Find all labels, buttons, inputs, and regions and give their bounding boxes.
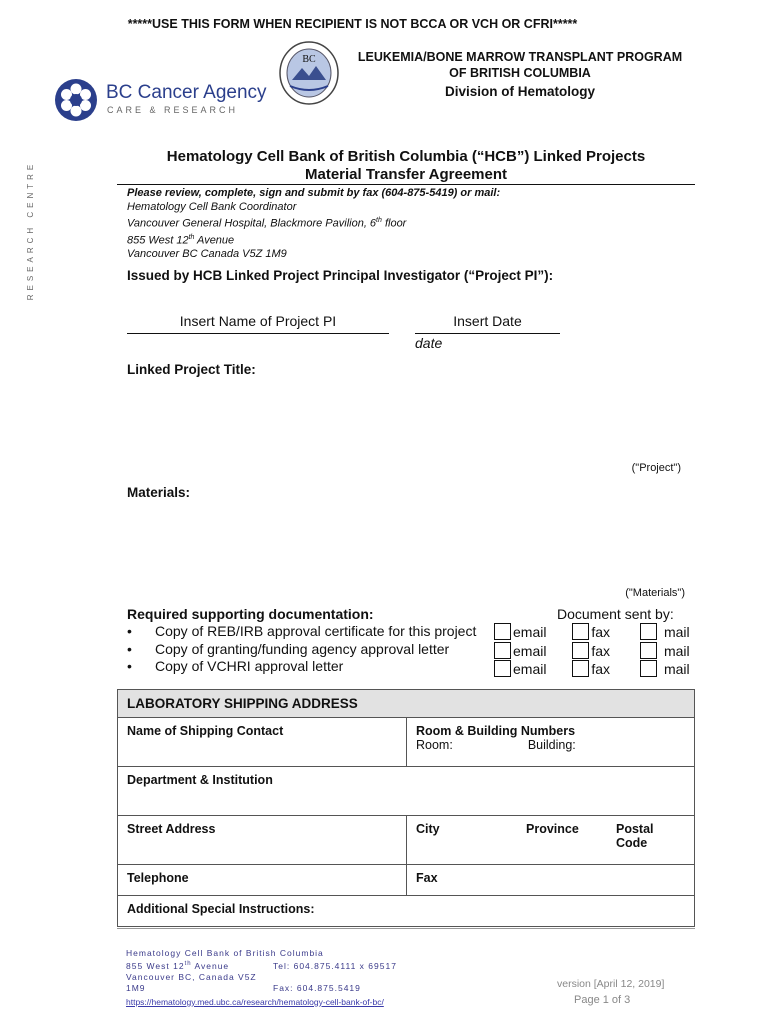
fax-option-label: fax bbox=[591, 624, 611, 640]
room-label: Room: bbox=[416, 738, 453, 752]
agency-subtitle: CARE & RESEARCH bbox=[107, 105, 239, 115]
footer-org: Hematology Cell Bank of British Columbia bbox=[126, 948, 324, 958]
materials-label: Materials: bbox=[127, 485, 191, 500]
shipping-contact-label: Name of Shipping Contact bbox=[127, 724, 284, 738]
special-instructions-cell[interactable] bbox=[118, 896, 695, 927]
mail-checkbox[interactable] bbox=[640, 642, 657, 659]
list-item: • Copy of granting/funding agency approval letter bbox=[127, 640, 450, 657]
fax-checkbox[interactable] bbox=[572, 660, 589, 677]
email-option-label: email bbox=[513, 624, 547, 640]
list-item: • Copy of REB/IRB approval certificate for this project bbox=[127, 623, 477, 639]
list-item-text: Copy of REB/IRB approval certificate for this project bbox=[155, 623, 477, 639]
special-instructions-label: Additional Special Instructions: bbox=[127, 902, 315, 916]
version-label: version [April 12, 2019] bbox=[557, 978, 665, 990]
footer-row-2 bbox=[126, 972, 397, 994]
footer-url-link[interactable]: https://hematology.med.ubc.ca/research/hematology-cell-bank-of-bc/ bbox=[126, 996, 384, 1007]
shipping-contact-cell[interactable] bbox=[118, 718, 407, 767]
agency-logo-icon bbox=[54, 78, 98, 122]
list-item: • Copy of VCHRI approval letter bbox=[127, 658, 344, 674]
footer-fax: Fax: 604.875.5419 bbox=[273, 982, 361, 993]
mail-option-label: mail bbox=[663, 642, 690, 659]
city-cell[interactable] bbox=[407, 816, 518, 865]
agency-name: BC Cancer Agency bbox=[106, 82, 267, 103]
issued-by-label: Issued by HCB Linked Project Principal Investigator (“Project PI”): bbox=[127, 268, 554, 283]
address-line-1: Hematology Cell Bank Coordinator bbox=[127, 201, 297, 213]
sent-by-row bbox=[494, 623, 690, 642]
footer-row-1 bbox=[126, 959, 397, 972]
program-name bbox=[330, 49, 710, 100]
address-line-2-sup: th bbox=[376, 217, 382, 224]
building-label: Building: bbox=[527, 738, 576, 752]
materials-tag: ("Materials") bbox=[625, 587, 685, 599]
footer-tel: Tel: 604.875.4111 x 69517 bbox=[273, 960, 397, 971]
title-line-1: Hematology Cell Bank of British Columbia (“HCB”) Linked Projects bbox=[166, 148, 646, 165]
telephone-label: Telephone bbox=[127, 871, 189, 885]
mail-checkbox[interactable] bbox=[640, 623, 657, 640]
document-sent-by-label: Document sent by: bbox=[557, 606, 674, 622]
mail-option-label: mail bbox=[663, 624, 690, 640]
fax-checkbox[interactable] bbox=[572, 623, 589, 640]
fax-option-label: fax bbox=[591, 642, 611, 659]
fax-cell[interactable] bbox=[407, 865, 695, 896]
address-line-3-text: 855 West 12 bbox=[127, 234, 189, 247]
email-option-label: email bbox=[513, 642, 547, 659]
fax-checkbox[interactable] bbox=[572, 642, 589, 659]
address-line-3 bbox=[127, 231, 500, 248]
sent-by-options bbox=[494, 623, 690, 679]
department-cell[interactable] bbox=[118, 767, 695, 816]
page-number: Page 1 of 3 bbox=[574, 994, 631, 1006]
program-line-1: LEUKEMIA/BONE MARROW TRANSPLANT PROGRAM bbox=[357, 50, 683, 64]
page-title bbox=[117, 148, 695, 184]
title-divider bbox=[117, 184, 695, 185]
project-title-input[interactable] bbox=[127, 384, 687, 456]
shipping-heading: LABORATORY SHIPPING ADDRESS bbox=[118, 690, 695, 718]
research-centre-vertical: RESEARCH CENTRE bbox=[26, 160, 35, 301]
recipient-notice: *****USE THIS FORM WHEN RECIPIENT IS NOT BCCA OR VCH OR CFRI***** bbox=[127, 17, 578, 31]
instructions-lead: Please review, complete, sign and submit by fax (604-875-5419) or mail: bbox=[127, 187, 501, 199]
mail-checkbox[interactable] bbox=[640, 660, 657, 677]
date-underline bbox=[415, 333, 560, 334]
address-line-2 bbox=[127, 214, 500, 231]
seal-label: BC bbox=[302, 54, 316, 65]
address-line-2-text: Vancouver General Hospital, Blackmore Pavilion, 6 bbox=[127, 217, 377, 230]
room-building-cell[interactable] bbox=[407, 718, 695, 767]
sent-by-row bbox=[494, 660, 690, 679]
title-line-2: Material Transfer Agreement bbox=[304, 166, 508, 183]
postal-code-cell[interactable] bbox=[607, 816, 695, 865]
address-line-2-end: floor bbox=[381, 217, 407, 230]
footer-addr1-end: Avenue bbox=[191, 960, 230, 971]
province-label: Province bbox=[526, 822, 579, 836]
fax-label: Fax bbox=[416, 871, 438, 885]
shipping-address-table bbox=[117, 689, 695, 927]
email-checkbox[interactable] bbox=[494, 642, 511, 659]
project-title-label: Linked Project Title: bbox=[127, 362, 256, 377]
street-address-cell[interactable] bbox=[118, 816, 407, 865]
pi-name-underline bbox=[127, 333, 389, 334]
room-building-label: Room & Building Numbers bbox=[416, 724, 576, 738]
program-line-2: OF BRITISH COLUMBIA bbox=[449, 66, 591, 80]
telephone-cell[interactable] bbox=[118, 865, 407, 896]
address-line-4: Vancouver BC Canada V5Z 1M9 bbox=[127, 248, 287, 261]
list-item-text: Copy of granting/funding agency approval letter bbox=[155, 640, 450, 657]
email-checkbox[interactable] bbox=[494, 623, 511, 640]
submission-instructions bbox=[127, 186, 500, 261]
footer-addr1-sup: th bbox=[184, 961, 192, 967]
province-cell[interactable] bbox=[517, 816, 607, 865]
date-caption: date bbox=[415, 335, 443, 351]
email-option-label: email bbox=[513, 661, 547, 677]
street-address-label: Street Address bbox=[127, 822, 216, 836]
list-item-text: Copy of VCHRI approval letter bbox=[155, 658, 344, 674]
fax-option-label: fax bbox=[591, 661, 611, 677]
email-checkbox[interactable] bbox=[494, 660, 511, 677]
address-line-3-sup: th bbox=[188, 233, 195, 241]
footer-addr1: 855 West 12 bbox=[126, 960, 185, 971]
supporting-docs-list bbox=[127, 623, 476, 676]
address-line-3-end: Avenue bbox=[194, 234, 235, 247]
pi-name-field[interactable]: Insert Name of Project PI bbox=[179, 313, 337, 329]
department-label: Department & Institution bbox=[127, 773, 273, 787]
materials-input[interactable] bbox=[127, 506, 687, 578]
sent-by-row bbox=[494, 642, 690, 661]
supporting-docs-heading: Required supporting documentation: bbox=[127, 606, 374, 622]
division-name: Division of Hematology bbox=[444, 84, 596, 99]
footer-divider bbox=[117, 928, 695, 929]
footer-address bbox=[126, 948, 397, 1008]
postal-code-label: Postal Code bbox=[616, 822, 654, 850]
project-tag: ("Project") bbox=[631, 462, 681, 474]
city-label: City bbox=[416, 822, 440, 836]
date-field[interactable]: Insert Date bbox=[453, 313, 522, 329]
footer-addr2: Vancouver BC, Canada V5Z 1M9 bbox=[126, 971, 257, 993]
mail-option-label: mail bbox=[663, 661, 690, 677]
